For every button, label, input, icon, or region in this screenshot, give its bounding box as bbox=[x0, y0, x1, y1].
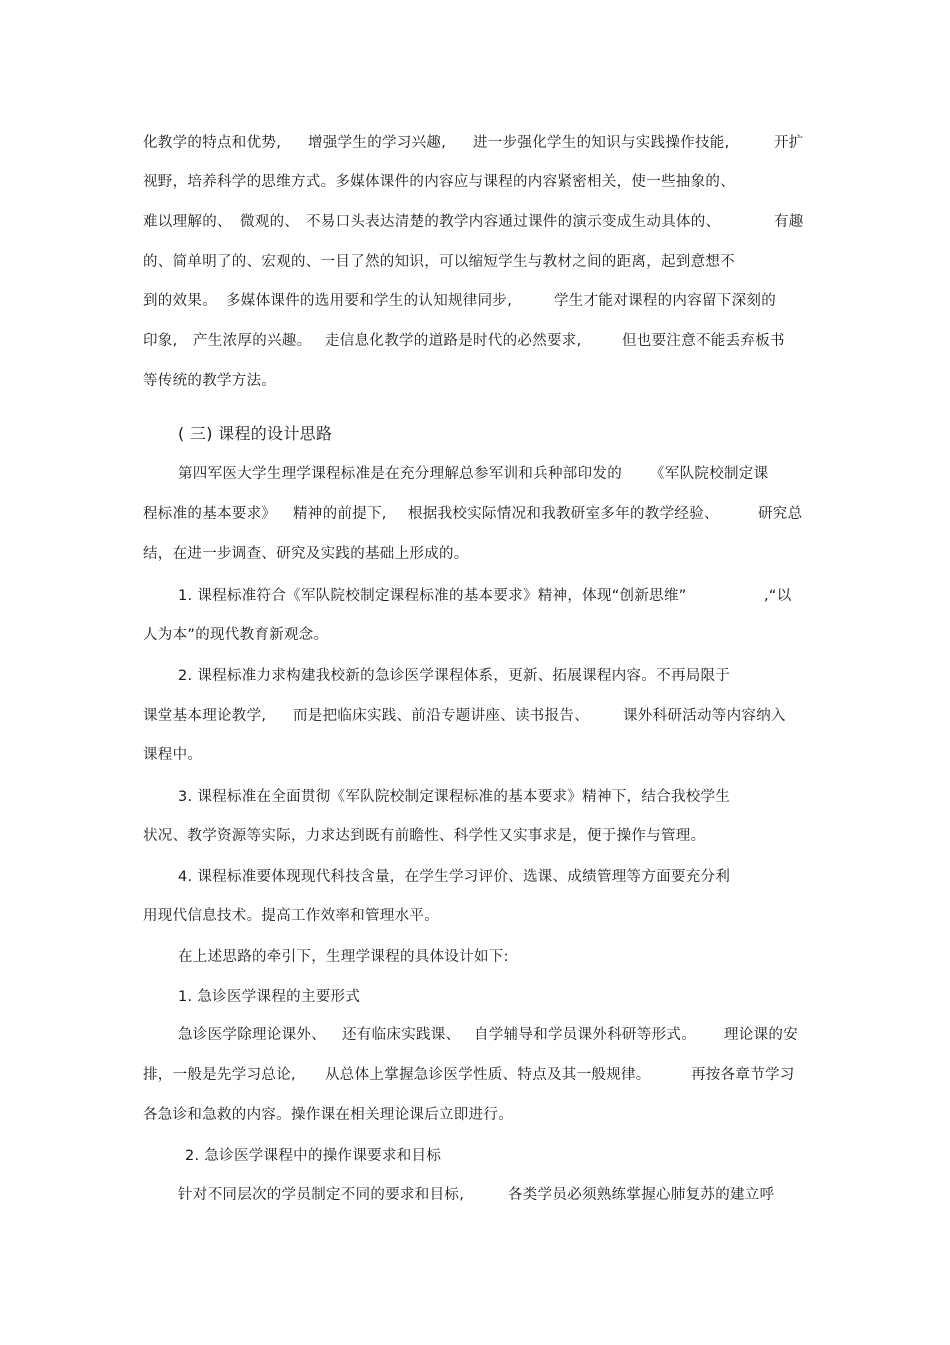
text-segment: 印象, bbox=[143, 333, 178, 349]
text-segment: 进一步强化学生的知识与实践操作技能, bbox=[473, 135, 730, 151]
text-line bbox=[143, 1065, 803, 1085]
text-segment: 增强学生的学习兴趣, bbox=[308, 135, 447, 151]
text-segment: 研究总 bbox=[758, 506, 803, 522]
text-line: 3. 课程标准在全面贯彻《军队院校制定课程标准的基本要求》精神下，结合我校学生 bbox=[178, 789, 731, 805]
text-segment: 到的效果。 bbox=[143, 293, 217, 309]
text-segment: 课外科研活动等内容纳入 bbox=[623, 708, 786, 724]
text-line: 课程中。 bbox=[143, 747, 203, 763]
text-line: 2. 课程标准力求构建我校新的急诊医学课程体系，更新、拓展课程内容。不再局限于 bbox=[178, 668, 731, 684]
text-segment: 针对不同层次的学员制定不同的要求和目标, bbox=[178, 1187, 465, 1203]
text-segment: 急诊医学除理论课外、 bbox=[178, 1027, 326, 1043]
text-segment: 根据我校实际情况和我教研室多年的教学经验、 bbox=[408, 506, 719, 522]
text-segment: 学生才能对课程的内容留下深刻的 bbox=[554, 293, 776, 309]
text-line: 用现代信息技术。提高工作效率和管理水平。 bbox=[143, 908, 439, 924]
text-segment: 再按各章节学习 bbox=[691, 1067, 795, 1083]
text-line bbox=[143, 291, 803, 311]
subsection-title: 1. 急诊医学课程的主要形式 bbox=[178, 989, 361, 1005]
text-segment: 微观的、 bbox=[240, 214, 300, 230]
text-line: 视野，培养科学的思维方式。多媒体课件的内容应与课程的内容紧密相关，使一些抽象的、 bbox=[143, 174, 735, 190]
text-segment: 1. 课程标准符合《军队院校制定课程标准的基本要求》精神，体现“创新思维” bbox=[178, 588, 687, 604]
text-segment: 从总体上掌握急诊医学性质、特点及其一般规律。 bbox=[325, 1067, 651, 1083]
text-line: 在上述思路的牵引下，生理学课程的具体设计如下: bbox=[178, 949, 509, 965]
text-line: 4. 课程标准要体现现代科技含量，在学生学习评价、选课、成绩管理等方面要充分利 bbox=[178, 869, 731, 885]
text-segment: 走信息化教学的道路是时代的必然要求, bbox=[325, 333, 582, 349]
text-line: 结，在进一步调查、研究及实践的基础上形成的。 bbox=[143, 546, 469, 562]
text-segment: 开扩 bbox=[774, 135, 804, 151]
text-segment: 多媒体课件的选用要和学生的认知规律同步, bbox=[226, 293, 513, 309]
text-line bbox=[143, 464, 803, 484]
text-segment: 产生浓厚的兴趣。 bbox=[193, 333, 312, 349]
text-segment: 排，一般是先学习总论, bbox=[143, 1067, 296, 1083]
text-line: 状况、教学资源等实际，力求达到既有前瞻性、科学性又实事求是，便于操作与管理。 bbox=[143, 828, 706, 844]
text-line bbox=[143, 504, 803, 524]
text-segment: 化教学的特点和优势, bbox=[143, 135, 282, 151]
text-segment: 但也要注意不能丢弃板书 bbox=[622, 333, 785, 349]
text-segment: 不易口头表达清楚的教学内容通过课件的演示变成生动具体的、 bbox=[306, 214, 721, 230]
text-line: 的、简单明了的、宏观的、一目了然的知识，可以缩短学生与教材之间的距离，起到意想不 bbox=[143, 254, 735, 270]
text-segment: 难以理解的、 bbox=[143, 214, 232, 230]
section-heading: ( 三) 课程的设计思路 bbox=[178, 424, 333, 443]
text-line: 等传统的教学方法。 bbox=[143, 373, 277, 389]
text-segment: 理论课的安 bbox=[724, 1027, 798, 1043]
text-segment: 有趣 bbox=[774, 214, 804, 230]
text-segment: 自学辅导和学员课外科研等形式。 bbox=[474, 1027, 696, 1043]
text-line bbox=[143, 331, 803, 351]
text-segment: ,“以 bbox=[764, 588, 792, 604]
text-line: 人为本”的现代教育新观念。 bbox=[143, 627, 329, 643]
text-line bbox=[143, 133, 803, 153]
text-segment: 课堂基本理论教学, bbox=[143, 708, 267, 724]
text-line bbox=[143, 1025, 803, 1045]
text-line: 各急诊和急救的内容。操作课在相关理论课后立即进行。 bbox=[143, 1107, 513, 1123]
text-segment: 《军队院校制定课 bbox=[650, 466, 769, 482]
text-line bbox=[143, 1185, 803, 1205]
text-line bbox=[143, 212, 803, 232]
text-segment: 第四军医大学生理学课程标准是在充分理解总参军训和兵种部印发的 bbox=[178, 466, 622, 482]
text-line bbox=[143, 706, 803, 726]
text-line bbox=[143, 586, 803, 606]
text-segment: 程标准的基本要求》 bbox=[143, 506, 277, 522]
subsection-title: 2. 急诊医学课程中的操作课要求和目标 bbox=[185, 1148, 442, 1164]
text-segment: 各类学员必须熟练掌握心肺复苏的建立呼 bbox=[508, 1187, 775, 1203]
text-segment: 精神的前提下, bbox=[293, 506, 387, 522]
text-segment: 而是把临床实践、前沿专题讲座、读书报告、 bbox=[293, 708, 589, 724]
text-segment: 还有临床实践课、 bbox=[342, 1027, 461, 1043]
